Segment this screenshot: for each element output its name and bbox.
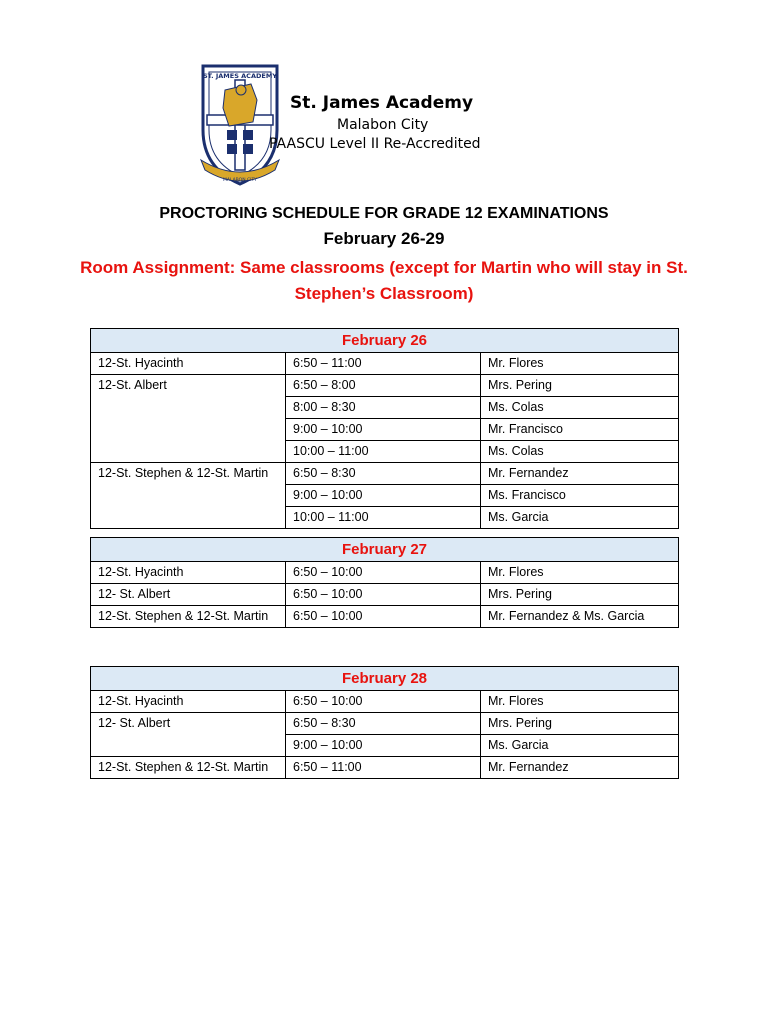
table-row	[91, 353, 679, 375]
time-slot: 6:50 – 10:00	[286, 584, 481, 606]
school-city: Malabon City	[337, 117, 429, 133]
table-row	[91, 463, 679, 485]
table-row	[91, 584, 679, 606]
time-slot: 9:00 – 10:00	[286, 735, 481, 757]
time-slot: 6:50 – 8:00	[286, 375, 481, 397]
proctor-name: Mr. Flores	[481, 562, 679, 584]
time-slot: 6:50 – 8:30	[286, 463, 481, 485]
table-row	[91, 713, 679, 735]
school-seal-logo	[195, 60, 285, 188]
proctor-name: Ms. Garcia	[481, 507, 679, 529]
proctor-name: Mr. Francisco	[481, 419, 679, 441]
proctor-name: Mrs. Pering	[481, 584, 679, 606]
proctor-name: Ms. Colas	[481, 441, 679, 463]
schedule-table-february-28	[90, 666, 679, 779]
proctor-name: Mr. Flores	[481, 691, 679, 713]
time-slot: 10:00 – 11:00	[286, 441, 481, 463]
section-name: 12-St. Stephen & 12-St. Martin	[91, 463, 286, 529]
table-row	[91, 757, 679, 779]
day-header: February 27	[91, 538, 679, 562]
proctor-name: Mr. Fernandez	[481, 463, 679, 485]
section-name: 12-St. Stephen & 12-St. Martin	[91, 757, 286, 779]
section-name: 12-St. Albert	[91, 375, 286, 463]
time-slot: 6:50 – 10:00	[286, 606, 481, 628]
time-slot: 9:00 – 10:00	[286, 419, 481, 441]
proctor-name: Mr. Fernandez	[481, 757, 679, 779]
time-slot: 6:50 – 11:00	[286, 353, 481, 375]
table-row	[91, 375, 679, 397]
section-name: 12- St. Albert	[91, 713, 286, 757]
table-row	[91, 562, 679, 584]
room-assignment-note: Room Assignment: Same classrooms (except for Martin who will stay in St. Stephen’s Classroom)	[80, 258, 688, 303]
school-name: St. James Academy	[290, 93, 474, 113]
proctor-name: Mr. Fernandez & Ms. Garcia	[481, 606, 679, 628]
proctor-name: Mr. Flores	[481, 353, 679, 375]
time-slot: 10:00 – 11:00	[286, 507, 481, 529]
seal-bottom-text: MALABON CITY	[223, 178, 257, 183]
proctor-name: Mrs. Pering	[481, 375, 679, 397]
seal-text: ST. JAMES ACADEMY	[202, 72, 278, 80]
schedule-table-february-27	[90, 537, 679, 628]
proctor-name: Ms. Colas	[481, 397, 679, 419]
proctor-name: Mrs. Pering	[481, 713, 679, 735]
letterhead	[195, 60, 615, 190]
date-range: February 26-29	[323, 229, 445, 248]
table-row	[91, 606, 679, 628]
time-slot: 6:50 – 10:00	[286, 691, 481, 713]
schedule-table-february-26	[90, 328, 679, 529]
section-name: 12-St. Hyacinth	[91, 691, 286, 713]
time-slot: 9:00 – 10:00	[286, 485, 481, 507]
time-slot: 6:50 – 11:00	[286, 757, 481, 779]
table-row	[91, 691, 679, 713]
section-name: 12-St. Hyacinth	[91, 353, 286, 375]
time-slot: 6:50 – 8:30	[286, 713, 481, 735]
proctor-name: Ms. Garcia	[481, 735, 679, 757]
section-name: 12-St. Hyacinth	[91, 562, 286, 584]
section-name: 12-St. Stephen & 12-St. Martin	[91, 606, 286, 628]
time-slot: 6:50 – 10:00	[286, 562, 481, 584]
document-title: PROCTORING SCHEDULE FOR GRADE 12 EXAMINATIONS	[159, 205, 609, 222]
accreditation-line: PAASCU Level II Re-Accredited	[269, 136, 481, 152]
time-slot: 8:00 – 8:30	[286, 397, 481, 419]
proctor-name: Ms. Francisco	[481, 485, 679, 507]
day-header: February 28	[91, 667, 679, 691]
section-name: 12- St. Albert	[91, 584, 286, 606]
day-header: February 26	[91, 329, 679, 353]
